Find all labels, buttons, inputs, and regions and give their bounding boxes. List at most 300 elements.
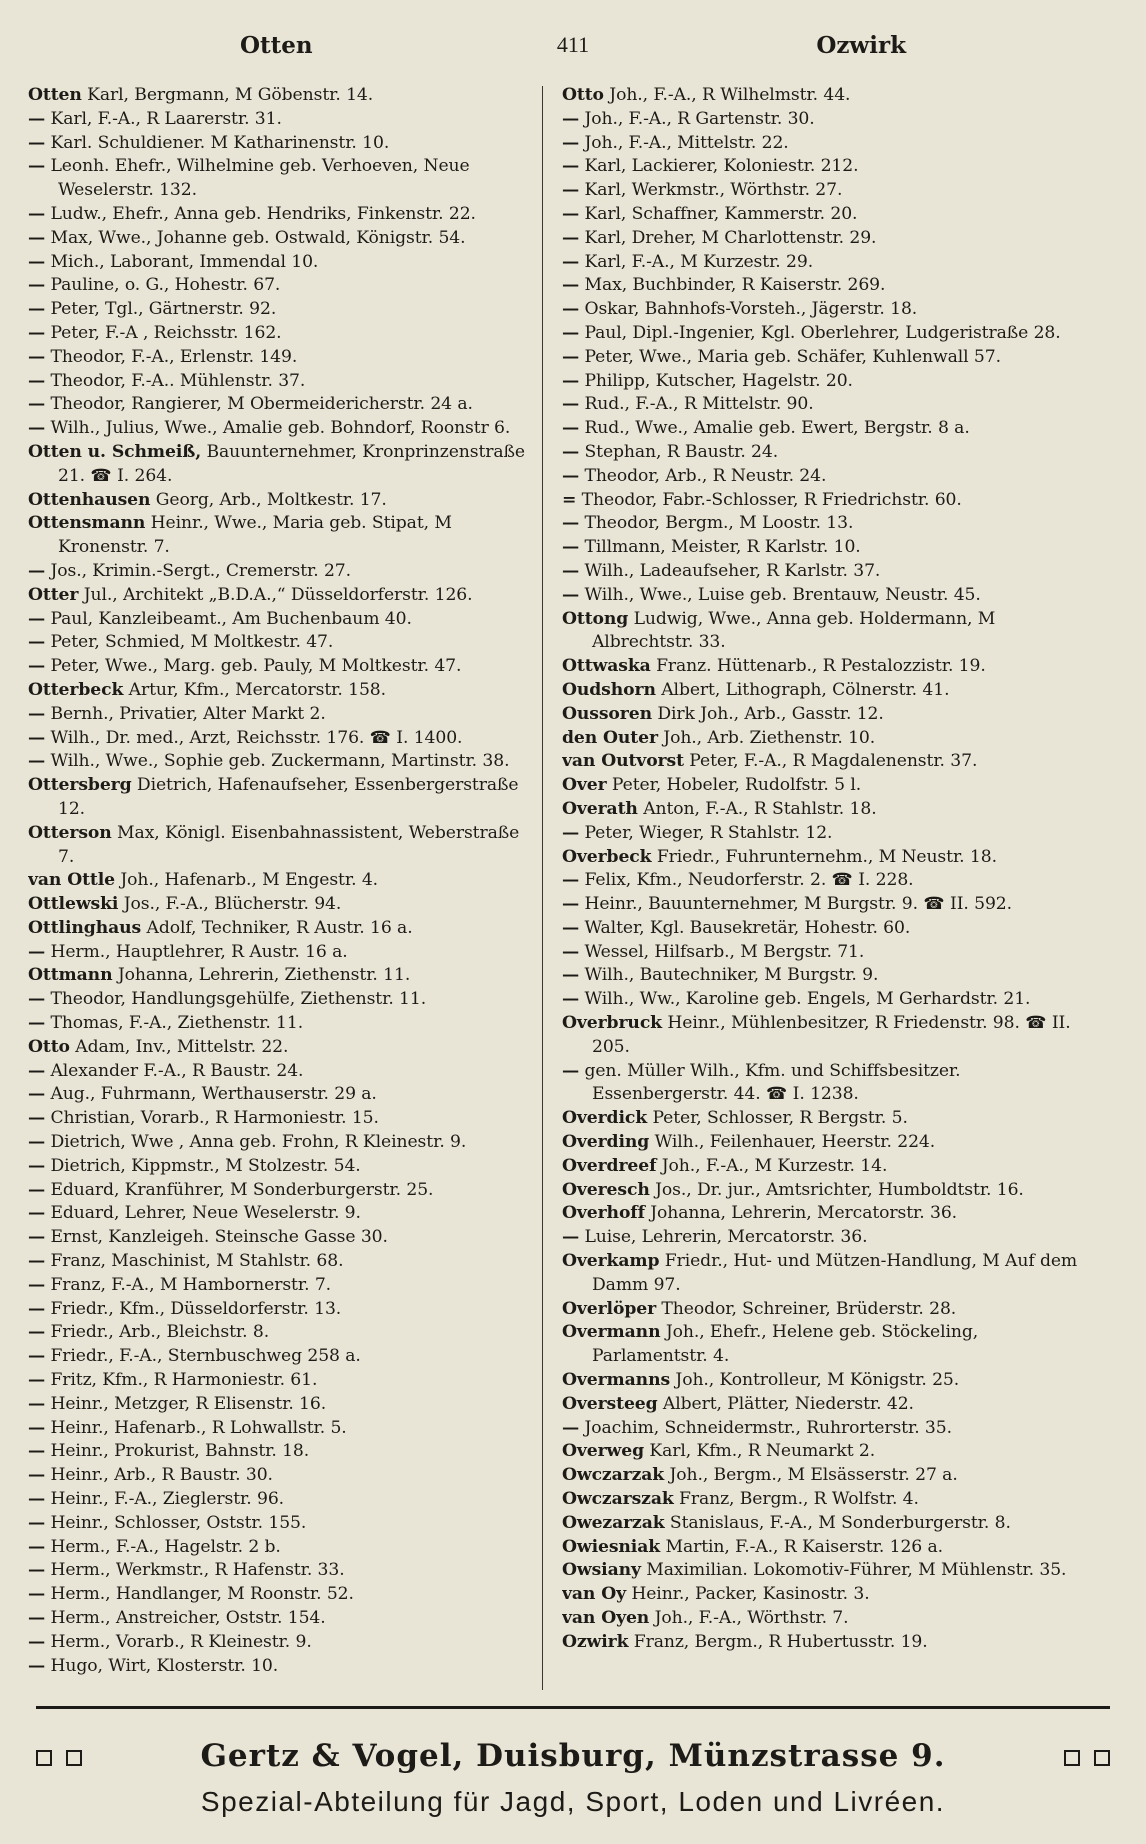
entry-details: Joh., Bergm., M Elsässerstr. 27 a.	[664, 1465, 958, 1486]
entry-details: Fritz, Kfm., R Harmoniestr. 61.	[45, 1370, 318, 1391]
directory-entry	[28, 679, 538, 703]
entry-details: Friedr., F.-A., Sternbuschweg 258 a.	[45, 1346, 361, 1367]
entry-surname: —	[28, 1608, 46, 1628]
directory-entry	[28, 203, 538, 227]
entry-surname: —	[28, 656, 46, 677]
entry-surname: Owczarszak	[562, 1489, 674, 1510]
entry-details: Franz. Hüttenarb., R Pestalozzistr. 19.	[650, 656, 986, 677]
entry-details: Karl, Dreher, M Charlottenstr. 29.	[579, 227, 877, 248]
entry-details: Walter, Kgl. Bausekretär, Hohestr. 60.	[579, 917, 911, 938]
entry-details: Theodor, F.-A.. Mühlenstr. 37.	[45, 370, 306, 391]
directory-entry	[562, 1464, 1078, 1488]
entry-details: Joh., Hafenarb., M Engestr. 4.	[115, 870, 379, 891]
directory-entry	[28, 1298, 538, 1322]
directory-entry	[28, 1631, 538, 1655]
directory-entry	[562, 108, 1078, 132]
entry-details: Luise, Lehrerin, Mercatorstr. 36.	[579, 1227, 868, 1248]
entry-details: Aug., Fuhrmann, Werthauserstr. 29 a.	[45, 1084, 377, 1105]
entry-surname: —	[28, 275, 46, 296]
entry-details: Stanislaus, F.-A., M Sonderburgerstr. 8.	[664, 1512, 1011, 1533]
directory-entry	[28, 703, 538, 727]
directory-entry	[28, 893, 538, 917]
directory-entry	[28, 1179, 538, 1203]
entry-surname: —	[28, 1512, 46, 1533]
entry-surname: Oussoren	[562, 703, 652, 724]
directory-entry	[562, 441, 1078, 465]
entry-surname: —	[28, 1370, 46, 1391]
entry-details: Friedr., Arb., Bleichstr. 8.	[45, 1322, 270, 1343]
entry-surname: —	[28, 203, 46, 224]
entry-details: Herm., Hauptlehrer, R Austr. 16 a.	[45, 941, 348, 962]
header-left-keyword: Otten	[240, 32, 313, 59]
entry-surname: —	[28, 1179, 46, 1200]
entry-details: Joh., F.-A., R Gartenstr. 30.	[579, 108, 815, 129]
entry-details: Karl, Kfm., R Neumarkt 2.	[644, 1441, 876, 1462]
entry-surname: Overmanns	[562, 1370, 671, 1391]
entry-surname: —	[28, 346, 46, 367]
entry-surname: Overdreef	[562, 1155, 657, 1176]
directory-entry	[562, 750, 1078, 774]
entry-surname: Overkamp	[562, 1251, 660, 1272]
entry-details: Rud., F.-A., R Mittelstr. 90.	[579, 394, 814, 415]
entry-surname: —	[28, 1655, 46, 1676]
entry-surname: —	[562, 227, 580, 248]
entry-details: Hugo, Wirt, Klosterstr. 10.	[45, 1655, 279, 1676]
entry-details: Peter, Schmied, M Moltkestr. 47.	[45, 632, 334, 653]
directory-entry	[562, 1298, 1078, 1322]
directory-entry	[562, 512, 1078, 536]
directory-entry	[28, 370, 538, 394]
entry-details: Dietrich, Wwe , Anna geb. Frohn, R Kleinestr. 9.	[45, 1132, 467, 1153]
entry-details: Wilh., Ladeaufseher, R Karlstr. 37.	[579, 560, 881, 581]
directory-entry	[28, 1131, 538, 1155]
entry-details: Stephan, R Baustr. 24.	[579, 441, 779, 462]
directory-entry	[28, 1559, 538, 1583]
directory-entry	[562, 917, 1078, 941]
entry-details: Herm., F.-A., Hagelstr. 2 b.	[45, 1536, 281, 1557]
entry-surname: —	[562, 1417, 580, 1438]
entry-surname: —	[28, 1417, 46, 1438]
directory-entry	[28, 1512, 538, 1536]
entry-details: Ernst, Kanzleigeh. Steinsche Gasse 30.	[45, 1227, 388, 1248]
directory-entry	[28, 1250, 538, 1274]
directory-entry	[28, 84, 538, 108]
entry-surname: Overhoff	[562, 1203, 645, 1224]
directory-entry	[28, 108, 538, 132]
directory-entry	[28, 155, 538, 203]
square-ornament-icon	[1094, 1750, 1110, 1766]
directory-entry	[28, 988, 538, 1012]
entry-details: Karl, Lackierer, Koloniestr. 212.	[579, 156, 859, 177]
entry-surname: —	[562, 180, 580, 201]
page-number: 411	[556, 32, 590, 57]
entry-surname: —	[28, 632, 46, 653]
entry-details: Georg, Arb., Moltkestr. 17.	[150, 489, 387, 510]
entry-details: Eduard, Lehrer, Neue Weselerstr. 9.	[45, 1203, 361, 1224]
page-header	[30, 32, 1116, 66]
entry-details: Heinr., Metzger, R Elisenstr. 16.	[45, 1393, 327, 1414]
directory-entry	[562, 370, 1078, 394]
entry-details: Joh., F.-A., R Wilhelmstr. 44.	[603, 85, 851, 105]
directory-entry	[28, 608, 538, 632]
directory-entry	[562, 1417, 1078, 1441]
entry-details: Artur, Kfm., Mercatorstr. 158.	[123, 679, 386, 700]
entry-surname: Ottlinghaus	[28, 917, 142, 938]
directory-entry	[562, 1631, 1078, 1655]
entry-details: gen. Müller Wilh., Kfm. und Schiffsbesitzer. Essenbergerstr. 44. ☎ I. 1238.	[579, 1060, 961, 1105]
entry-surname: Oversteeg	[562, 1393, 658, 1414]
directory-entry	[28, 298, 538, 322]
entry-details: Leonh. Ehefr., Wilhelmine geb. Verhoeven, Neue Weselerstr. 132.	[45, 156, 470, 201]
entry-details: Peter, F.-A , Reichsstr. 162.	[45, 322, 282, 343]
directory-entry	[28, 1393, 538, 1417]
entry-details: Alexander F.-A., R Baustr. 24.	[45, 1060, 304, 1081]
directory-entry	[562, 274, 1078, 298]
directory-entry	[28, 346, 538, 370]
directory-entry	[562, 536, 1078, 560]
entry-details: Heinr., Arb., R Baustr. 30.	[45, 1465, 273, 1486]
entry-details: Thomas, F.-A., Ziethenstr. 11.	[45, 1013, 304, 1034]
entry-details: Joh., F.-A., M Kurzestr. 14.	[656, 1155, 888, 1176]
entry-surname: —	[562, 584, 580, 605]
entry-details: Wilh., Wwe., Luise geb. Brentauw, Neustr. 45.	[579, 584, 981, 605]
entry-surname: Overbeck	[562, 846, 652, 867]
entry-details: Wilh., Wwe., Sophie geb. Zuckermann, Martinstr. 38.	[45, 751, 510, 772]
entry-details: Friedr., Kfm., Düsseldorferstr. 13.	[45, 1298, 342, 1319]
entry-surname: —	[562, 370, 580, 391]
entry-surname: Overbruck	[562, 1013, 662, 1034]
entry-surname: —	[562, 822, 580, 843]
entry-details: Herm., Werkmstr., R Hafenstr. 33.	[45, 1560, 345, 1581]
entry-surname: Overdick	[562, 1108, 648, 1129]
entry-details: Franz, Bergm., R Hubertusstr. 19.	[628, 1631, 928, 1652]
entry-surname: den Outer	[562, 727, 658, 748]
entry-surname: Overmann	[562, 1322, 661, 1343]
entry-details: Theodor, Arb., R Neustr. 24.	[579, 465, 827, 486]
entry-surname: —	[562, 870, 580, 891]
entry-surname: Ottenhausen	[28, 489, 151, 510]
entry-details: Joh., Ehefr., Helene geb. Stöckeling, Parlamentstr. 4.	[592, 1322, 979, 1367]
entry-details: Theodor, F.-A., Erlenstr. 149.	[45, 346, 298, 367]
entry-details: Tillmann, Meister, R Karlstr. 10.	[579, 537, 861, 558]
entry-surname: Otten	[28, 85, 82, 105]
entry-surname: —	[28, 108, 46, 129]
directory-entry	[28, 489, 538, 513]
directory-entry	[562, 846, 1078, 870]
entry-details: Heinr., Bauunternehmer, M Burgstr. 9. ☎ II. 592.	[579, 894, 1012, 915]
entry-surname: Ottlewski	[28, 894, 119, 915]
directory-entry	[28, 393, 538, 417]
entry-details: Karl, Bergmann, M Göbenstr. 14.	[81, 85, 374, 105]
directory-entry	[28, 227, 538, 251]
entry-surname: —	[28, 227, 46, 248]
entry-surname: —	[562, 941, 580, 962]
entry-surname: Overesch	[562, 1179, 650, 1200]
entry-surname: —	[28, 132, 46, 153]
directory-entry	[562, 1131, 1078, 1155]
entry-details: Jos., Dr. jur., Amtsrichter, Humboldtstr. 16.	[649, 1179, 1024, 1200]
directory-entry	[28, 1417, 538, 1441]
entry-details: Eduard, Kranführer, M Sonderburgerstr. 25.	[45, 1179, 434, 1200]
directory-entry	[28, 655, 538, 679]
entry-details: Max, Wwe., Johanne geb. Ostwald, Königstr. 54.	[45, 227, 466, 248]
entry-details: Martin, F.-A., R Kaiserstr. 126 a.	[660, 1536, 943, 1557]
directory-entry	[28, 1440, 538, 1464]
directory-entry	[28, 274, 538, 298]
entry-surname: —	[28, 727, 46, 748]
directory-entry	[562, 1393, 1078, 1417]
entry-details: Paul, Kanzleibeamt., Am Buchenbaum 40.	[45, 608, 412, 629]
directory-entry	[562, 155, 1078, 179]
entry-surname: —	[562, 418, 580, 439]
entry-surname: —	[562, 1060, 580, 1081]
entry-surname: Otterson	[28, 822, 112, 843]
directory-entry	[28, 774, 538, 822]
directory-entry	[562, 346, 1078, 370]
left-column	[28, 84, 538, 1678]
directory-entry	[562, 298, 1078, 322]
entry-surname: —	[28, 608, 46, 629]
directory-entry	[562, 1321, 1078, 1369]
directory-entry	[28, 512, 538, 560]
entry-details: Heinr., Schlosser, Oststr. 155.	[45, 1512, 307, 1533]
directory-entry	[28, 1202, 538, 1226]
entry-details: Peter, Hobeler, Rudolfstr. 5 l.	[606, 775, 862, 796]
entry-surname: —	[562, 1227, 580, 1248]
entry-details: Joh., Arb. Ziethenstr. 10.	[657, 727, 876, 748]
entry-details: Pauline, o. G., Hohestr. 67.	[45, 275, 281, 296]
entry-surname: Otto	[28, 1036, 70, 1057]
entry-details: Karl, F.-A., R Laarerstr. 31.	[45, 108, 282, 129]
entry-surname: Ottersberg	[28, 775, 132, 796]
directory-entry	[562, 1488, 1078, 1512]
directory-entry	[28, 1464, 538, 1488]
directory-entry	[28, 1583, 538, 1607]
entry-surname: van Oy	[562, 1584, 626, 1605]
directory-entry	[562, 322, 1078, 346]
entry-surname: —	[28, 1489, 46, 1510]
entry-surname: —	[562, 465, 580, 486]
entry-surname: —	[562, 275, 580, 296]
directory-entry	[28, 1036, 538, 1060]
directory-entry	[28, 251, 538, 275]
directory-entry	[28, 1083, 538, 1107]
directory-entry	[28, 1321, 538, 1345]
advertisement-headline	[36, 1738, 1110, 1782]
directory-entry	[562, 727, 1078, 751]
directory-entry	[562, 1440, 1078, 1464]
directory-entry	[28, 869, 538, 893]
entry-details: Theodor, Rangierer, M Obermeidericherstr. 24 a.	[45, 394, 473, 415]
directory-entry	[562, 417, 1078, 441]
header-right-keyword: Ozwirk	[816, 32, 906, 59]
entry-surname: Overding	[562, 1132, 650, 1153]
entry-surname: Otter	[28, 584, 79, 605]
entry-details: Mich., Laborant, Immendal 10.	[45, 251, 319, 272]
entry-surname: van Oyen	[562, 1608, 650, 1628]
entry-details: Peter, Wwe., Marg. geb. Pauly, M Moltkestr. 47.	[45, 656, 462, 677]
entry-surname: —	[28, 1060, 46, 1081]
entry-details: Maximilian. Lokomotiv-Führer, M Mühlenstr. 35.	[640, 1560, 1067, 1581]
entry-details: Johanna, Lehrerin, Ziethenstr. 11.	[112, 965, 411, 986]
directory-entry	[562, 1583, 1078, 1607]
entry-surname: —	[28, 1536, 46, 1557]
entry-surname: van Ottle	[28, 870, 116, 891]
entry-surname: —	[562, 537, 580, 558]
entry-details: Ludwig, Wwe., Anna geb. Holdermann, M Albrechtstr. 33.	[592, 608, 996, 653]
directory-entry	[28, 750, 538, 774]
entry-surname: —	[28, 560, 46, 581]
entry-surname: —	[28, 989, 46, 1010]
directory-entry	[562, 1512, 1078, 1536]
directory-entry	[562, 1607, 1078, 1631]
entry-details: Oskar, Bahnhofs-Vorsteh., Jägerstr. 18.	[579, 299, 918, 320]
entry-details: Wessel, Hilfsarb., M Bergstr. 71.	[579, 941, 865, 962]
entry-surname: —	[562, 322, 580, 343]
directory-entry	[28, 1155, 538, 1179]
directory-entry	[562, 1250, 1078, 1298]
entry-surname: Otto	[562, 85, 604, 105]
entry-details: Adolf, Techniker, R Austr. 16 a.	[141, 917, 413, 938]
directory-entry	[562, 203, 1078, 227]
entry-surname: Otten u. Schmeiß,	[28, 441, 202, 462]
directory-entry	[562, 893, 1078, 917]
entry-surname: —	[562, 560, 580, 581]
entry-surname: —	[28, 1274, 46, 1295]
entry-surname: —	[562, 513, 580, 534]
directory-entry	[28, 1107, 538, 1131]
entry-surname: —	[562, 251, 580, 272]
entry-surname: —	[562, 203, 580, 224]
directory-entry	[28, 917, 538, 941]
entry-surname: —	[562, 394, 580, 415]
directory-entry	[562, 1536, 1078, 1560]
column-divider	[542, 86, 543, 1690]
entry-details: Bernh., Privatier, Alter Markt 2.	[45, 703, 326, 724]
entry-details: Franz, F.-A., M Hambornerstr. 7.	[45, 1274, 332, 1295]
entry-details: Karl. Schuldiener. M Katharinenstr. 10.	[45, 132, 390, 153]
entry-surname: —	[562, 299, 580, 320]
entry-details: Jos., Krimin.-Sergt., Cremerstr. 27.	[45, 560, 351, 581]
entry-details: Herm., Anstreicher, Oststr. 154.	[45, 1608, 326, 1628]
entry-surname: Owsiany	[562, 1560, 641, 1581]
directory-entry	[562, 655, 1078, 679]
entry-details: Max, Buchbinder, R Kaiserstr. 269.	[579, 275, 886, 296]
entry-surname: —	[28, 1084, 46, 1105]
entry-surname: —	[28, 751, 46, 772]
entry-surname: Overweg	[562, 1441, 644, 1462]
entry-details: Joh., F.-A., Wörthstr. 7.	[649, 1608, 849, 1628]
entry-details: Franz, Maschinist, M Stahlstr. 68.	[45, 1251, 344, 1272]
entry-details: Friedr., Fuhrunternehm., M Neustr. 18.	[651, 846, 997, 867]
entry-details: Felix, Kfm., Neudorferstr. 2. ☎ I. 228.	[579, 870, 914, 891]
entry-surname: Over	[562, 775, 607, 796]
directory-entry	[28, 822, 538, 870]
directory-entry	[28, 417, 538, 441]
entry-surname: Oudshorn	[562, 679, 656, 700]
entry-surname: van Outvorst	[562, 751, 684, 772]
directory-entry	[562, 798, 1078, 822]
entry-details: Rud., Wwe., Amalie geb. Ewert, Bergstr. 8 a.	[579, 418, 970, 439]
square-ornament-icon	[1064, 1750, 1080, 1766]
entry-surname: Otterbeck	[28, 679, 124, 700]
directory-entry	[28, 1274, 538, 1298]
entry-details: Adam, Inv., Mittelstr. 22.	[69, 1036, 289, 1057]
entry-surname: —	[28, 1108, 46, 1129]
entry-surname: —	[28, 322, 46, 343]
entry-surname: —	[28, 1155, 46, 1176]
directory-entry	[562, 1559, 1078, 1583]
entry-details: Wilh., Dr. med., Arzt, Reichsstr. 176. ☎ I. 1400.	[45, 727, 463, 748]
entry-details: Albert, Plätter, Niederstr. 42.	[657, 1393, 914, 1414]
directory-entry	[562, 822, 1078, 846]
entry-surname: —	[28, 941, 46, 962]
entry-surname: Ottensmann	[28, 513, 146, 534]
entry-surname: —	[28, 1298, 46, 1319]
entry-details: Karl, Werkmstr., Wörthstr. 27.	[579, 180, 843, 201]
directory-entry	[562, 774, 1078, 798]
entry-details: Peter, Wwe., Maria geb. Schäfer, Kuhlenwall 57.	[579, 346, 1001, 367]
entry-details: Theodor, Handlungsgehülfe, Ziethenstr. 11.	[45, 989, 427, 1010]
directory-entry	[562, 1012, 1078, 1060]
directory-entry	[562, 1202, 1078, 1226]
entry-surname: —	[562, 346, 580, 367]
entry-surname: —	[28, 1132, 46, 1153]
entry-surname: —	[28, 1560, 46, 1581]
directory-entry	[28, 1012, 538, 1036]
directory-entry	[28, 1655, 538, 1679]
directory-entry	[562, 84, 1078, 108]
directory-entry	[562, 393, 1078, 417]
directory-entry	[28, 584, 538, 608]
entry-surname: =	[562, 489, 577, 510]
entry-details: Heinr., Hafenarb., R Lohwallstr. 5.	[45, 1417, 347, 1438]
entry-details: Peter, Schlosser, R Bergstr. 5.	[647, 1108, 908, 1129]
entry-details: Heinr., Mühlenbesitzer, R Friedenstr. 98. ☎ II. 205.	[592, 1013, 1071, 1057]
directory-entry	[28, 1607, 538, 1631]
entry-details: Jos., F.-A., Blücherstr. 94.	[118, 894, 342, 915]
entry-surname: —	[28, 703, 46, 724]
directory-entry	[562, 465, 1078, 489]
directory-entry	[28, 1060, 538, 1084]
directory-entry	[562, 608, 1078, 656]
entry-details: Peter, Tgl., Gärtnerstr. 92.	[45, 299, 277, 320]
entry-surname: Ottwaska	[562, 656, 651, 677]
entry-surname: —	[562, 441, 580, 462]
directory-entry	[28, 631, 538, 655]
directory-entry	[28, 560, 538, 584]
directory-entry	[28, 322, 538, 346]
entry-details: Friedr., Hut- und Mützen-Handlung, M Auf dem Damm 97.	[592, 1251, 1078, 1295]
directory-entry	[562, 489, 1078, 513]
entry-surname: —	[562, 917, 580, 938]
directory-entry	[562, 964, 1078, 988]
advertisement-company: Gertz & Vogel, Duisburg, Münzstrasse 9.	[200, 1738, 946, 1774]
entry-details: Theodor, Bergm., M Loostr. 13.	[579, 513, 854, 534]
entry-details: Dirk Joh., Arb., Gasstr. 12.	[651, 703, 884, 724]
entry-details: Joh., Kontrolleur, M Königstr. 25.	[670, 1370, 960, 1391]
entry-surname: —	[28, 418, 46, 439]
entry-details: Franz, Bergm., R Wolfstr. 4.	[673, 1489, 919, 1510]
entry-details: Theodor, Fabr.-Schlosser, R Friedrichstr. 60.	[576, 489, 962, 510]
directory-entry	[562, 941, 1078, 965]
entry-surname: —	[28, 1322, 46, 1343]
directory-entry	[562, 251, 1078, 275]
entry-details: Theodor, Schreiner, Brüderstr. 28.	[656, 1298, 957, 1319]
entry-details: Herm., Vorarb., R Kleinestr. 9.	[45, 1631, 312, 1652]
entry-surname: —	[562, 156, 580, 177]
entry-surname: —	[28, 1631, 46, 1652]
